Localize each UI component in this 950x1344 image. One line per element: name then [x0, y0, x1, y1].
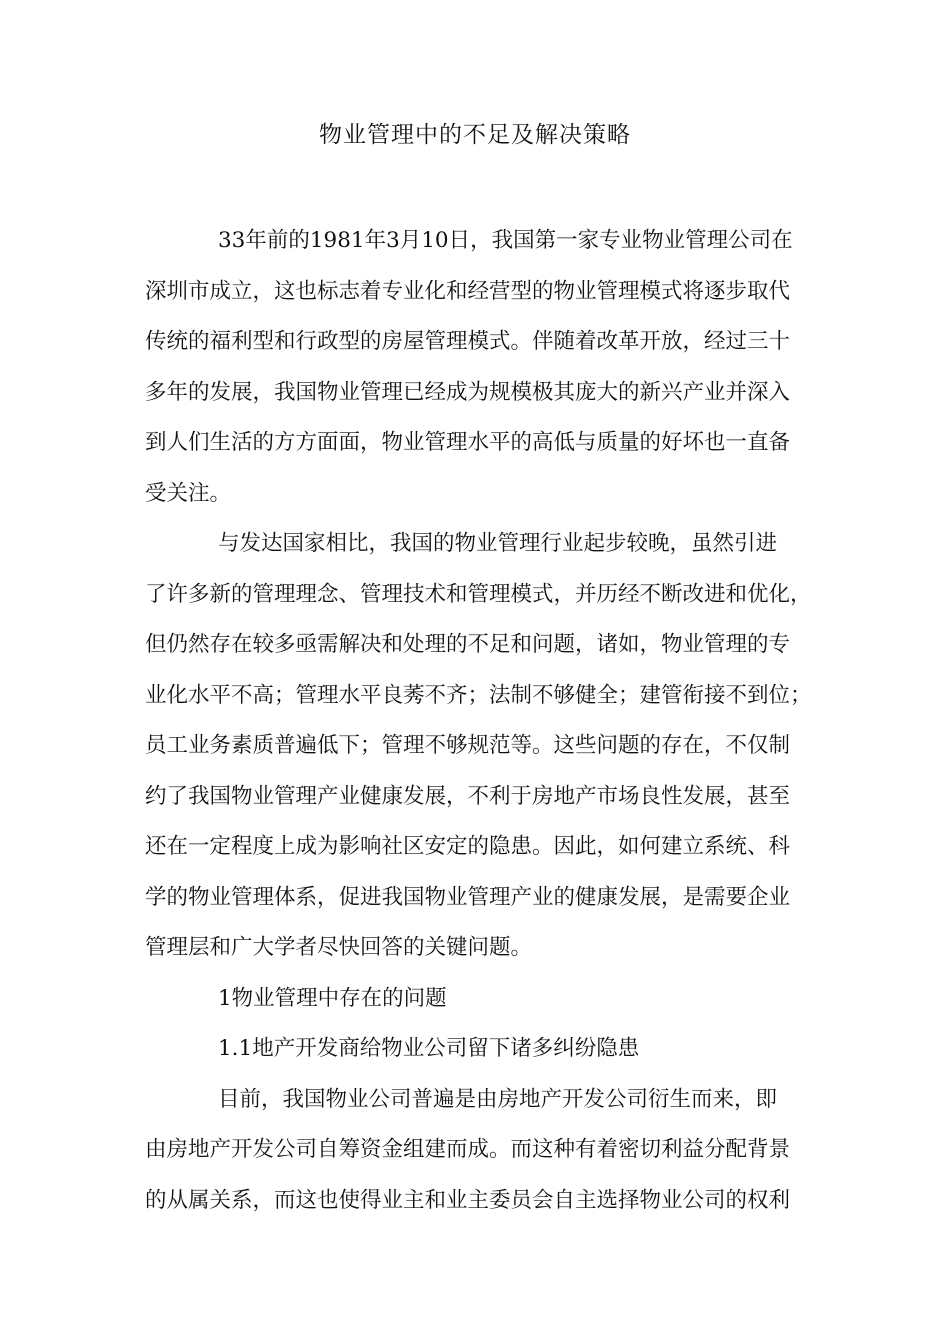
- paragraph-line: 与发达国家相比，我国的物业管理行业起步较晚，虽然引进: [218, 531, 778, 556]
- document-body: [145, 216, 825, 1226]
- paragraph-line: 传统的福利型和行政型的房屋管理模式。伴随着改革开放，经过三十: [145, 329, 791, 354]
- paragraph-line: 业化水平不高；管理水平良莠不齐；法制不够健全；建管衔接不到位；: [145, 682, 812, 708]
- paragraph-line: 还在一定程度上成为影响社区安定的隐患。因此，如何建立系统、科: [145, 834, 791, 859]
- paragraph-line: 目前，我国物业公司普遍是由房地产开发公司衍生而来，即: [218, 1086, 778, 1112]
- paragraph-line: 到人们生活的方方面面，物业管理水平的高低与质量的好坏也一直备: [145, 430, 791, 455]
- paragraph-line: 管理层和广大学者尽快回答的关键问题。: [145, 935, 533, 960]
- paragraph-line: 深圳市成立，这也标志着专业化和经营型的物业管理模式将逐步取代: [145, 278, 791, 304]
- paragraph-line: 了许多新的管理理念、管理技术和管理模式，并历经不断改进和优化，: [145, 581, 812, 607]
- paragraph-line: 员工业务素质普遍低下；管理不够规范等。这些问题的存在，不仅制: [145, 733, 791, 758]
- paragraph-line: 由房地产开发公司自筹资金组建而成。而这种有着密切利益分配背景: [145, 1137, 791, 1162]
- paragraph-line: 但仍然存在较多亟需解决和处理的不足和问题，诸如，物业管理的专: [145, 632, 791, 657]
- section-heading: 1物业管理中存在的问题: [218, 985, 447, 1011]
- paragraph-line: 多年的发展，我国物业管理已经成为规模极其庞大的新兴产业并深入: [145, 379, 791, 405]
- paragraph-line: 受关注。: [145, 480, 232, 506]
- paragraph-line: 33年前的1981年3月10日，我国第一家专业物业管理公司在: [218, 228, 793, 253]
- subsection-heading: 1.1地产开发商给物业公司留下诸多纠纷隐患: [218, 1036, 640, 1061]
- paragraph-line: 约了我国物业管理产业健康发展，不利于房地产市场良性发展，甚至: [145, 783, 791, 809]
- paragraph-line: 学的物业管理体系，促进我国物业管理产业的健康发展，是需要企业: [145, 884, 791, 910]
- document-title: 物业管理中的不足及解决策略: [319, 122, 631, 148]
- paragraph-line: 的从属关系，而这也使得业主和业主委员会自主选择物业公司的权利: [145, 1187, 791, 1213]
